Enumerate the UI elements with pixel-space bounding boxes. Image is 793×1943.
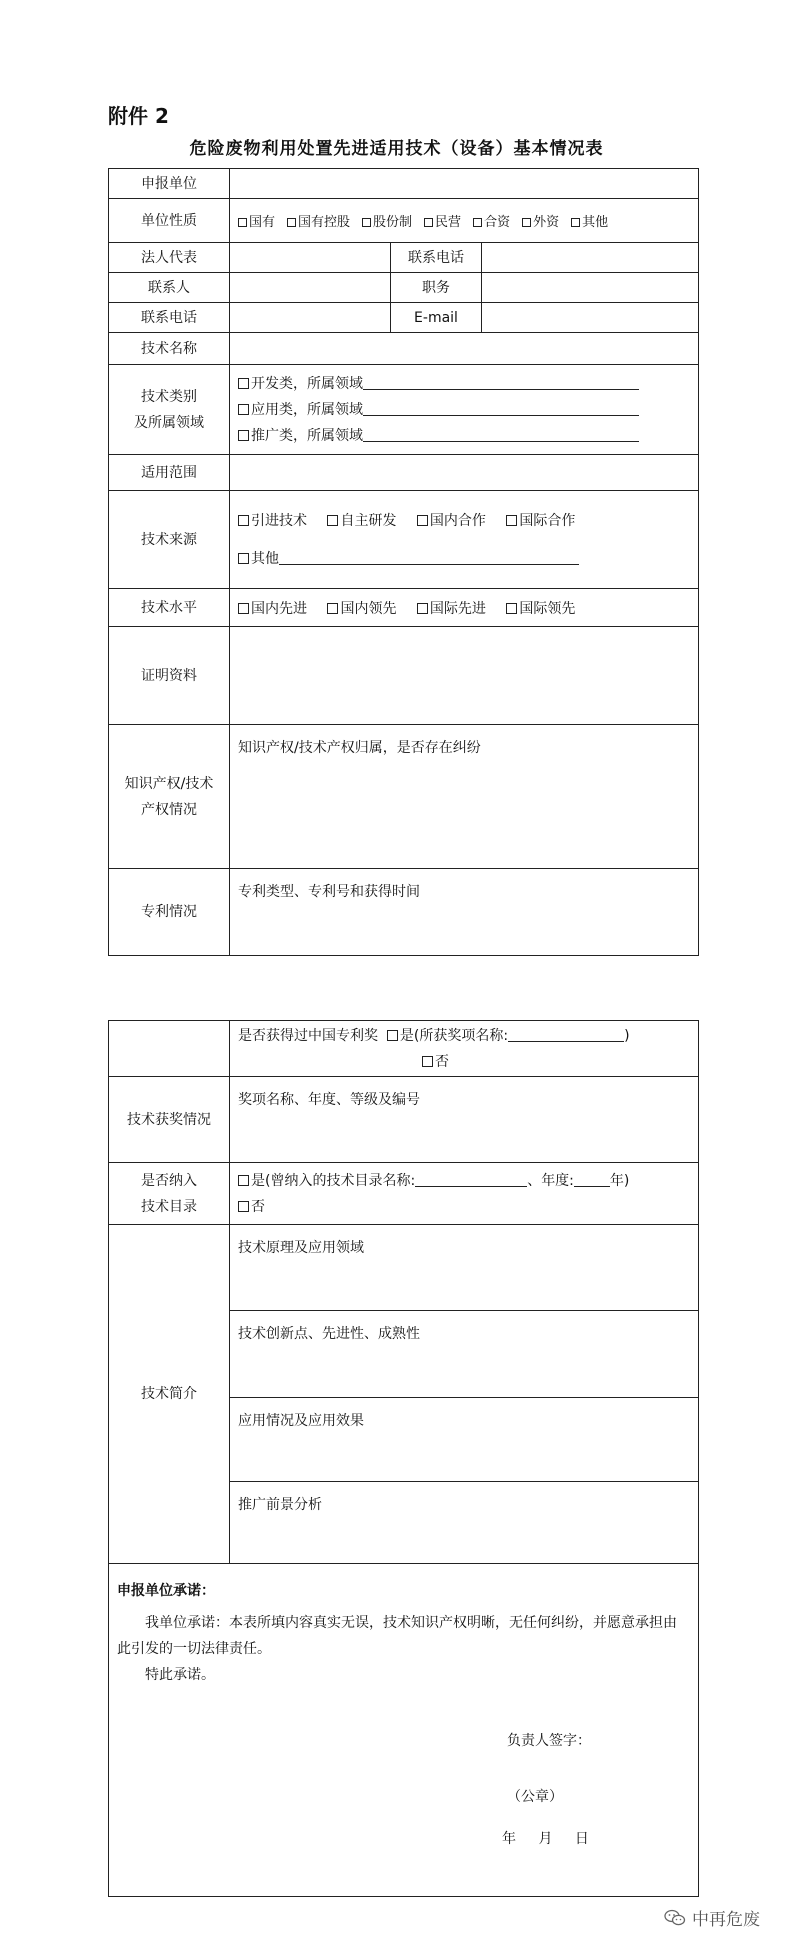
brief-prospect-prompt: 推广前景分析	[238, 1497, 322, 1513]
proof-label: 证明资料	[109, 627, 230, 725]
category-option-development[interactable]: 开发类，所属领域	[238, 371, 690, 397]
ip-field[interactable]	[230, 725, 699, 869]
pledge-text: 我单位承诺：本表所填内容真实无误，技术知识产权明晰，无任何纠纷，并愿意承担由此引发的一切法律责任。	[117, 1615, 677, 1657]
china-patent-question: 是否获得过中国专利奖	[238, 1027, 378, 1044]
applicant-label: 申报单位	[109, 169, 230, 199]
brief-innovation-field[interactable]	[230, 1311, 699, 1398]
scope-label: 适用范围	[109, 455, 230, 491]
proof-field[interactable]	[230, 627, 699, 725]
china-patent-field: 是否获得过中国专利奖 是(所获奖项名称: ) 否	[230, 1021, 699, 1077]
catalog-yes-option[interactable]: 是(曾纳入的技术目录名称:	[238, 1173, 415, 1189]
catalog-no-option[interactable]: 否	[238, 1194, 690, 1220]
nature-option-other[interactable]: 其他	[571, 211, 608, 230]
source-option-other[interactable]: 其他	[238, 546, 690, 572]
category-option-promotion[interactable]: 推广类，所属领域	[238, 423, 690, 449]
phone-field[interactable]	[230, 303, 391, 333]
applicant-field[interactable]	[230, 169, 699, 199]
checkbox-icon	[238, 603, 249, 614]
catalog-label: 是否纳入 技术目录	[109, 1163, 230, 1225]
checkbox-icon	[287, 218, 296, 227]
level-options	[230, 589, 699, 627]
catalog-year-label: 年度:	[541, 1172, 574, 1189]
brief-principle-prompt: 技术原理及应用领域	[238, 1240, 364, 1256]
brief-label: 技术简介	[109, 1225, 230, 1564]
tech-category-options	[230, 365, 699, 455]
brief-application-prompt: 应用情况及应用效果	[238, 1413, 364, 1429]
nature-option-private[interactable]: 民营	[424, 211, 461, 230]
contact-phone-label: 联系电话	[391, 243, 482, 273]
category-blank[interactable]	[363, 415, 639, 416]
category-blank[interactable]	[363, 389, 639, 390]
phone-label: 联系电话	[109, 303, 230, 333]
checkbox-icon	[422, 1056, 433, 1067]
email-label: E-mail	[391, 303, 482, 333]
ip-prompt: 知识产权/技术产权归属，是否存在纠纷	[238, 740, 481, 756]
wechat-icon	[664, 1909, 686, 1927]
legal-rep-label: 法人代表	[109, 243, 230, 273]
checkbox-icon	[417, 603, 428, 614]
pledge-cell	[109, 1564, 699, 1897]
patent-field[interactable]	[230, 869, 699, 956]
attachment-label: 附件 2	[108, 104, 169, 128]
level-option-intl-leading[interactable]: 国际领先	[506, 598, 575, 618]
position-label: 职务	[391, 273, 482, 303]
nature-option-state[interactable]: 国有	[238, 211, 275, 230]
checkbox-icon	[238, 404, 249, 415]
source-label: 技术来源	[109, 491, 230, 589]
watermark-text: 中再危废	[692, 1910, 760, 1930]
date-label: 年 月 日	[502, 1831, 589, 1847]
award-field[interactable]	[230, 1077, 699, 1163]
category-blank[interactable]	[363, 441, 639, 442]
award-yes-option[interactable]: 是(所获奖项名称:	[387, 1028, 508, 1044]
pledge-title: 申报单位承诺：	[117, 1583, 215, 1599]
source-option-international[interactable]: 国际合作	[506, 508, 575, 534]
brief-prospect-field[interactable]	[230, 1482, 699, 1564]
tech-category-label: 技术类别 及所属领域	[109, 365, 230, 455]
level-option-domestic-leading[interactable]: 国内领先	[327, 598, 396, 618]
nature-option-foreign[interactable]: 外资	[522, 211, 559, 230]
level-option-intl-advanced[interactable]: 国际先进	[417, 598, 486, 618]
nature-label: 单位性质	[109, 199, 230, 243]
award-no-option[interactable]: 否	[238, 1049, 690, 1075]
checkbox-icon	[238, 378, 249, 389]
legal-rep-field[interactable]	[230, 243, 391, 273]
nature-options	[230, 199, 699, 243]
pledge-end: 特此承诺。	[145, 1667, 215, 1683]
source-option-import[interactable]: 引进技术	[238, 508, 307, 534]
checkbox-icon	[387, 1030, 398, 1041]
source-options	[230, 491, 699, 589]
checkbox-icon	[238, 1175, 249, 1186]
level-label: 技术水平	[109, 589, 230, 627]
scope-field[interactable]	[230, 455, 699, 491]
signature-label: 负责人签字：	[507, 1733, 591, 1749]
position-field[interactable]	[482, 273, 699, 303]
nature-option-state-controlled[interactable]: 国有控股	[287, 211, 350, 230]
contact-person-field[interactable]	[230, 273, 391, 303]
source-option-self[interactable]: 自主研发	[327, 508, 396, 534]
checkbox-icon	[473, 218, 482, 227]
source-option-domestic[interactable]: 国内合作	[417, 508, 486, 534]
tech-name-field[interactable]	[230, 333, 699, 365]
award-label: 技术获奖情况	[109, 1077, 230, 1163]
checkbox-icon	[238, 553, 249, 564]
checkbox-icon	[362, 218, 371, 227]
china-patent-label-cell	[109, 1021, 230, 1077]
checkbox-icon	[571, 218, 580, 227]
seal-label: （公章）	[507, 1789, 563, 1805]
contact-phone-field[interactable]	[482, 243, 699, 273]
ip-label: 知识产权/技术 产权情况	[109, 725, 230, 869]
checkbox-icon	[417, 515, 428, 526]
catalog-field: 是(曾纳入的技术目录名称: 、年度: 年) 否	[230, 1163, 699, 1225]
checkbox-icon	[424, 218, 433, 227]
award-name-blank[interactable]	[508, 1041, 624, 1042]
catalog-name-blank[interactable]	[415, 1186, 527, 1187]
checkbox-icon	[327, 515, 338, 526]
checkbox-icon	[238, 218, 247, 227]
checkbox-icon	[238, 430, 249, 441]
watermark	[664, 1905, 760, 1930]
source-other-blank[interactable]	[279, 564, 579, 565]
patent-prompt: 专利类型、专利号和获得时间	[238, 884, 420, 900]
awards-and-brief-table	[108, 1020, 699, 1897]
nature-option-joint-stock[interactable]: 股份制	[362, 211, 412, 230]
brief-principle-field[interactable]	[230, 1225, 699, 1311]
checkbox-icon	[522, 218, 531, 227]
contact-person-label: 联系人	[109, 273, 230, 303]
checkbox-icon	[327, 603, 338, 614]
category-option-application[interactable]: 应用类，所属领域	[238, 397, 690, 423]
catalog-year-unit: 年)	[609, 1172, 630, 1189]
form-title: 危险废物利用处置先进适用技术（设备）基本情况表	[189, 139, 604, 159]
brief-innovation-prompt: 技术创新点、先进性、成熟性	[238, 1326, 420, 1342]
award-prompt: 奖项名称、年度、等级及编号	[238, 1092, 420, 1108]
nature-option-joint-venture[interactable]: 合资	[473, 211, 510, 230]
checkbox-icon	[506, 603, 517, 614]
tech-name-label: 技术名称	[109, 333, 230, 365]
checkbox-icon	[238, 1201, 249, 1212]
basic-info-table	[108, 168, 699, 956]
patent-label: 专利情况	[109, 869, 230, 956]
email-field[interactable]	[482, 303, 699, 333]
checkbox-icon	[506, 515, 517, 526]
brief-application-field[interactable]	[230, 1398, 699, 1482]
level-option-domestic-advanced[interactable]: 国内先进	[238, 598, 307, 618]
checkbox-icon	[238, 515, 249, 526]
catalog-year-blank[interactable]	[574, 1186, 610, 1187]
